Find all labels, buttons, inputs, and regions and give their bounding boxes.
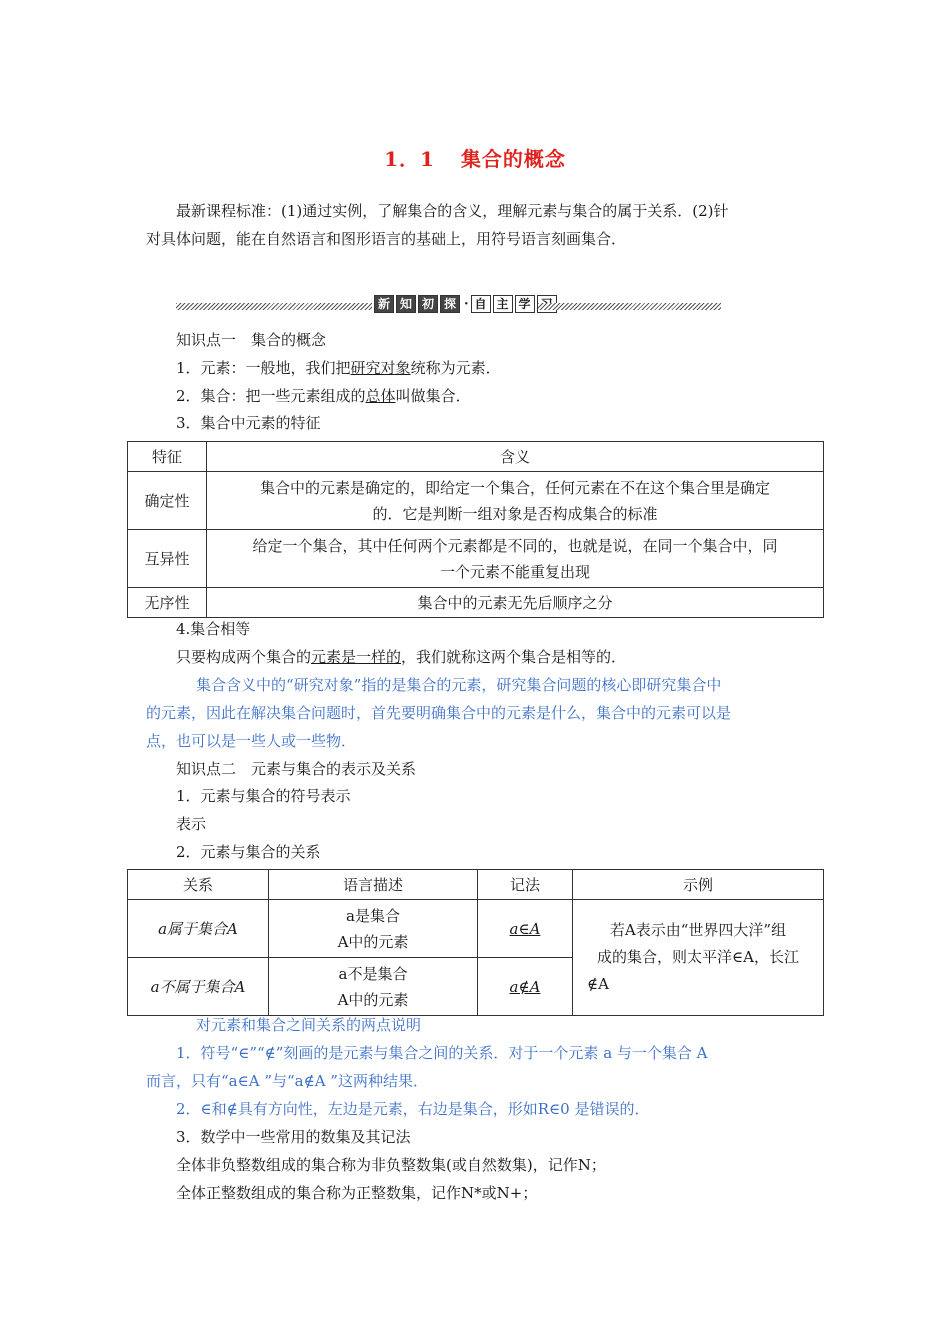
k1-item1-pre: 1．元素：一般地，我们把 [176,359,351,377]
banner-char: 自 [471,295,491,313]
k3-line-1: 全体非负整数组成的集合称为非负整数集(或自然数集)，记作N； [176,1156,606,1174]
meaning-line: 集合中的元素是确定的，即给定一个集合，任何元素在不在这个集合里是确定 [259,478,770,497]
k1-item-3: 3．集合中元素的特征 [176,414,321,432]
k2-item-1b: 表示 [176,815,207,833]
table-header-row [128,870,824,900]
feature-cell: 互异性 [128,530,207,588]
k1-equality [176,647,626,667]
banner-char: 探 [440,295,460,313]
eq-pre: 只要构成两个集合的 [176,648,312,666]
standard-line-2: 对具体问题，能在自然语言和图形语言的基础上，用符号语言刻画集合． [146,230,627,248]
standard-line-1: 最新课程标准：(1)通过实例，了解集合的含义，理解元素与集合的属于关系．(2)针 [176,202,729,220]
description-cell [269,900,478,958]
notes-heading: 对元素和集合之间关系的两点说明 [196,1016,422,1034]
section-banner [176,295,721,317]
example-cell [573,900,824,1016]
feature-cell: 确定性 [128,472,207,530]
relations-table [127,869,824,1016]
description-line: a不是集合 [338,964,408,983]
table-header: 记法 [478,870,573,900]
banner-char: 新 [374,295,394,313]
description-line: a是集合 [346,906,400,925]
banner-char: 主 [493,295,513,313]
feature-cell: 无序性 [128,588,207,618]
title-number: 1．1 [384,147,435,171]
relation-cell: a不属于集合A [128,958,269,1016]
eq-underlined: 元素是一样的 [311,648,402,666]
example-line: 若A表示由“世界四大洋”组 [609,921,787,939]
notes-2: 2．∈和∉具有方向性，左边是元素，右边是集合，形如R∈0 是错误的． [176,1100,650,1118]
note-line-1: 集合含义中的“研究对象”指的是集合的元素，研究集合问题的核心即研究集合中 [196,676,722,694]
k1-item2-post: 叫做集合． [395,387,471,405]
table-header: 含义 [207,442,824,472]
note-line-3: 点，也可以是一些人或一些物． [146,732,357,750]
table-header: 示例 [573,870,824,900]
table-row [128,530,824,588]
banner-char: 初 [418,295,438,313]
features-table [127,441,824,618]
notation-cell [478,900,573,958]
meaning-line: 给定一个集合，其中任何两个元素都是不同的，也就是说，在同一个集合中，同 [252,536,778,555]
meaning-line: 的．它是判断一组对象是否构成集合的标准 [372,504,658,523]
notes-1a: 1．符号“∈”“∉”刻画的是元素与集合之间的关系．对于一个元素 a 与一个集合 A [176,1044,708,1062]
meaning-cell: 集合中的元素无先后顺序之分 [207,588,824,618]
k1-item2-underlined: 总体 [365,387,396,405]
k1-item-4: 4.集合相等 [176,620,251,638]
notation-cell [478,958,573,1016]
table-header: 语言描述 [269,870,478,900]
banner-dot: · [464,297,469,312]
meaning-cell [207,472,824,530]
banner-char: 学 [515,295,535,313]
notation-text: a∉A [509,977,541,996]
k2-item-1: 1．元素与集合的符号表示 [176,787,351,805]
table-header: 特征 [128,442,207,472]
description-cell [269,958,478,1016]
example-line: ∉A [587,975,609,993]
k2-item-2: 2．元素与集合的关系 [176,843,321,861]
example-line: 成的集合，则太平洋∈A，长江 [597,948,799,966]
table-row [128,900,824,958]
k1-item-2 [176,386,471,406]
title-text: 集合的概念 [460,147,566,171]
page-title [0,143,950,172]
meaning-line: 一个元素不能重复出现 [439,562,590,581]
notes-1b: 而言，只有“a∈A ”与“a∉A ”这两种结果． [146,1072,428,1090]
meaning-cell [207,530,824,588]
k1-item2-pre: 2．集合：把一些元素组成的 [176,387,366,405]
k1-heading: 知识点一 集合的概念 [176,331,327,349]
table-header: 关系 [128,870,269,900]
notation-text: a∈A [509,919,541,938]
table-row [128,472,824,530]
k3-line-2: 全体正整数组成的集合称为正整数集，记作N*或N+； [176,1184,538,1202]
k3-item-3: 3．数学中一些常用的数集及其记法 [176,1128,411,1146]
k1-item-1 [176,358,501,378]
table-row [128,588,824,618]
banner-hatch-left [176,303,372,310]
k1-item1-post: 统称为元素． [410,359,501,377]
note-line-2: 的元素，因此在解决集合问题时，首先要明确集合中的元素是什么，集合中的元素可以是 [146,704,732,722]
k1-item1-underlined: 研究对象 [350,359,411,377]
relation-cell: a属于集合A [128,900,269,958]
description-line: A中的元素 [337,932,409,951]
banner-label [374,295,559,315]
table-header-row [128,442,824,472]
banner-hatch-right [538,303,721,310]
description-line: A中的元素 [337,990,409,1009]
k2-heading: 知识点二 元素与集合的表示及关系 [176,760,417,778]
eq-post: ，我们就称这两个集合是相等的． [401,648,627,666]
banner-char: 知 [396,295,416,313]
